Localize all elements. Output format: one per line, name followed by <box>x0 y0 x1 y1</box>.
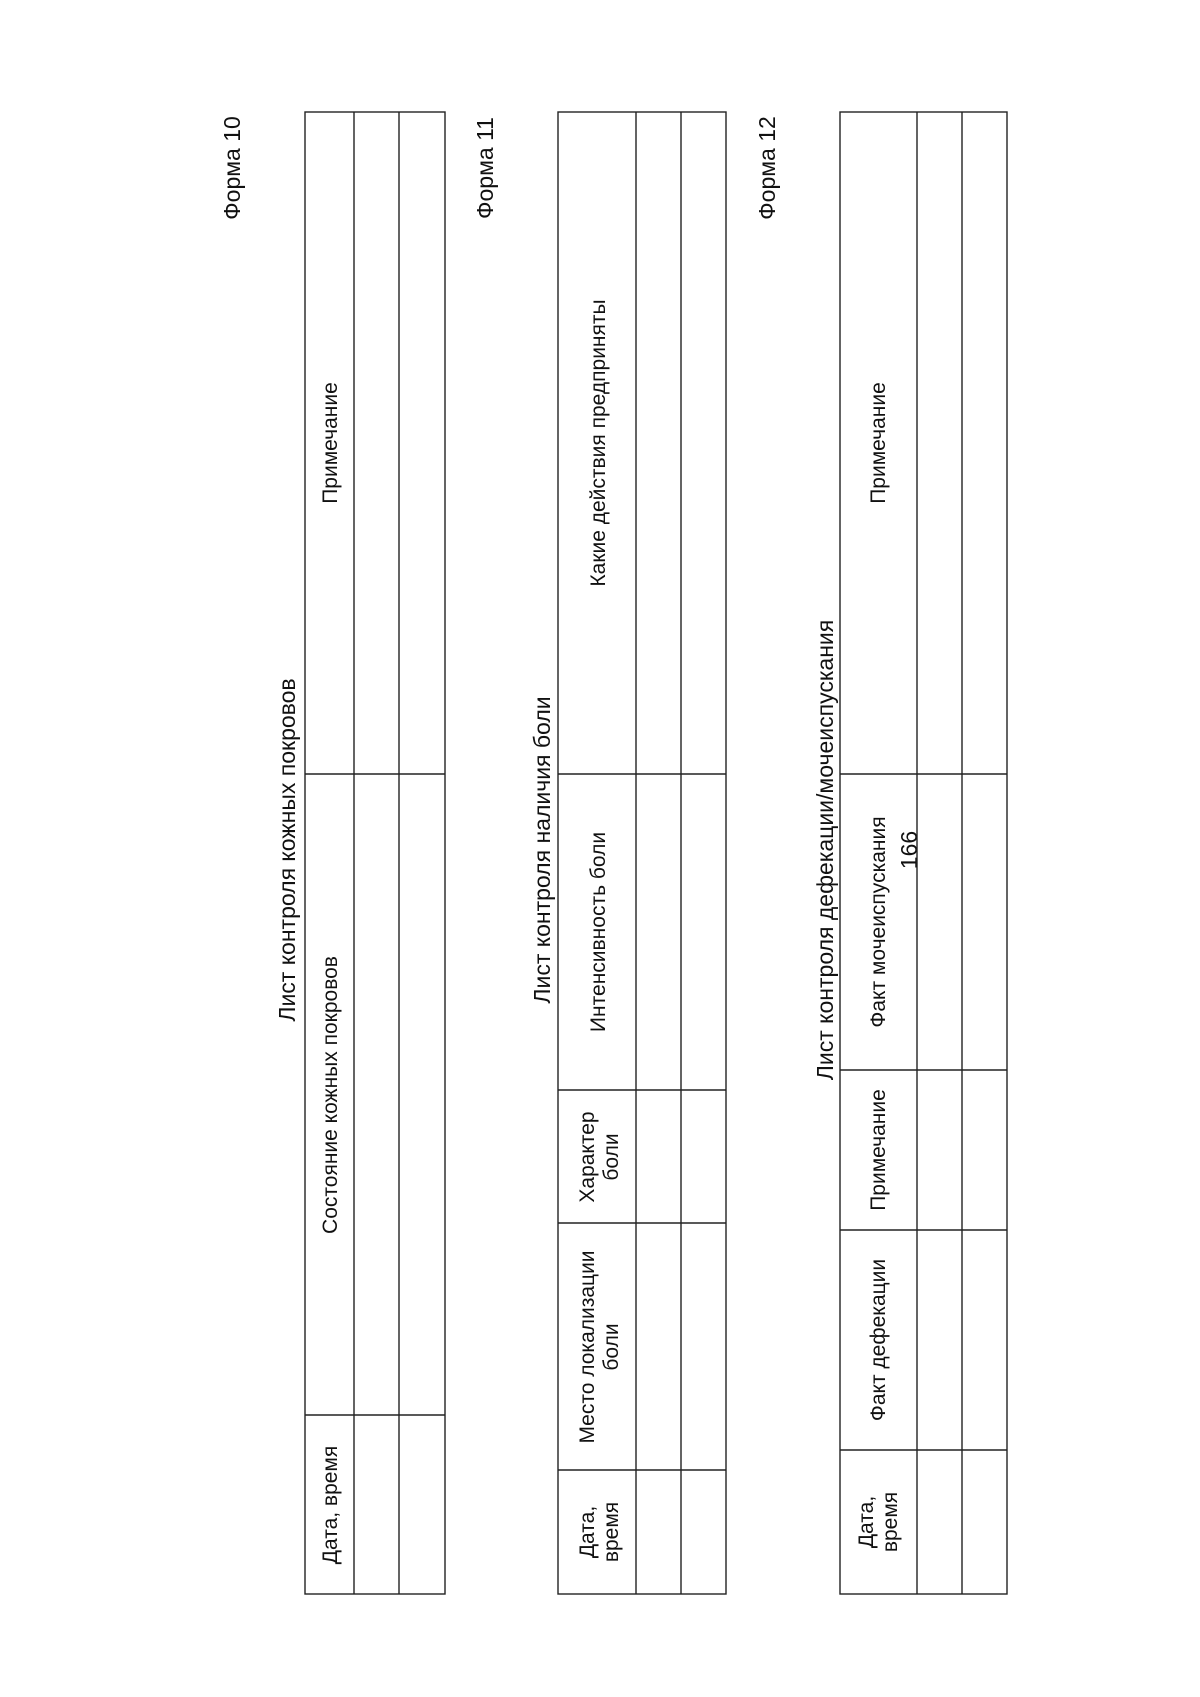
table-title: Лист контроля наличия боли <box>529 696 555 1004</box>
header-pain-location-line2: боли <box>600 1323 623 1371</box>
header-pain-character-line1: Характер <box>576 1111 599 1203</box>
header-defecation-fact: Факт дефекации <box>867 1258 890 1422</box>
header-date-time: Дата, время <box>319 1445 342 1565</box>
form-12-table <box>840 112 1007 1594</box>
header-pain-location-line1: Место локализации <box>576 1250 599 1444</box>
form-10 <box>219 112 445 1594</box>
form-label: Форма 12 <box>754 116 780 220</box>
header-urination-fact: Факт мочеиспускания <box>867 816 890 1028</box>
form-label: Форма 10 <box>219 116 245 220</box>
header-note-1: Примечание <box>867 1089 890 1211</box>
form-label: Форма 11 <box>472 117 498 219</box>
header-note: Примечание <box>319 382 342 504</box>
header-date-time-line1: Дата, <box>855 1495 878 1549</box>
header-pain-intensity: Интенсивность боли <box>587 831 610 1033</box>
form-12 <box>754 112 1007 1594</box>
header-date-time-line1: Дата, <box>576 1505 599 1559</box>
page-number: 166 <box>896 830 922 870</box>
header-note-2: Примечание <box>867 382 890 504</box>
table-title: Лист контроля дефекации/мочеиспускания <box>812 619 838 1081</box>
header-date-time-line2: время <box>600 1501 623 1563</box>
header-pain-character-line2: боли <box>600 1133 623 1181</box>
form-11 <box>472 112 726 1594</box>
form-10-table <box>305 112 445 1594</box>
header-skin-condition: Состояние кожных покровов <box>319 956 342 1234</box>
header-date-time-line2: время <box>879 1491 902 1553</box>
table-title: Лист контроля кожных покровов <box>274 678 300 1022</box>
header-actions-taken: Какие действия предприняты <box>587 299 610 587</box>
